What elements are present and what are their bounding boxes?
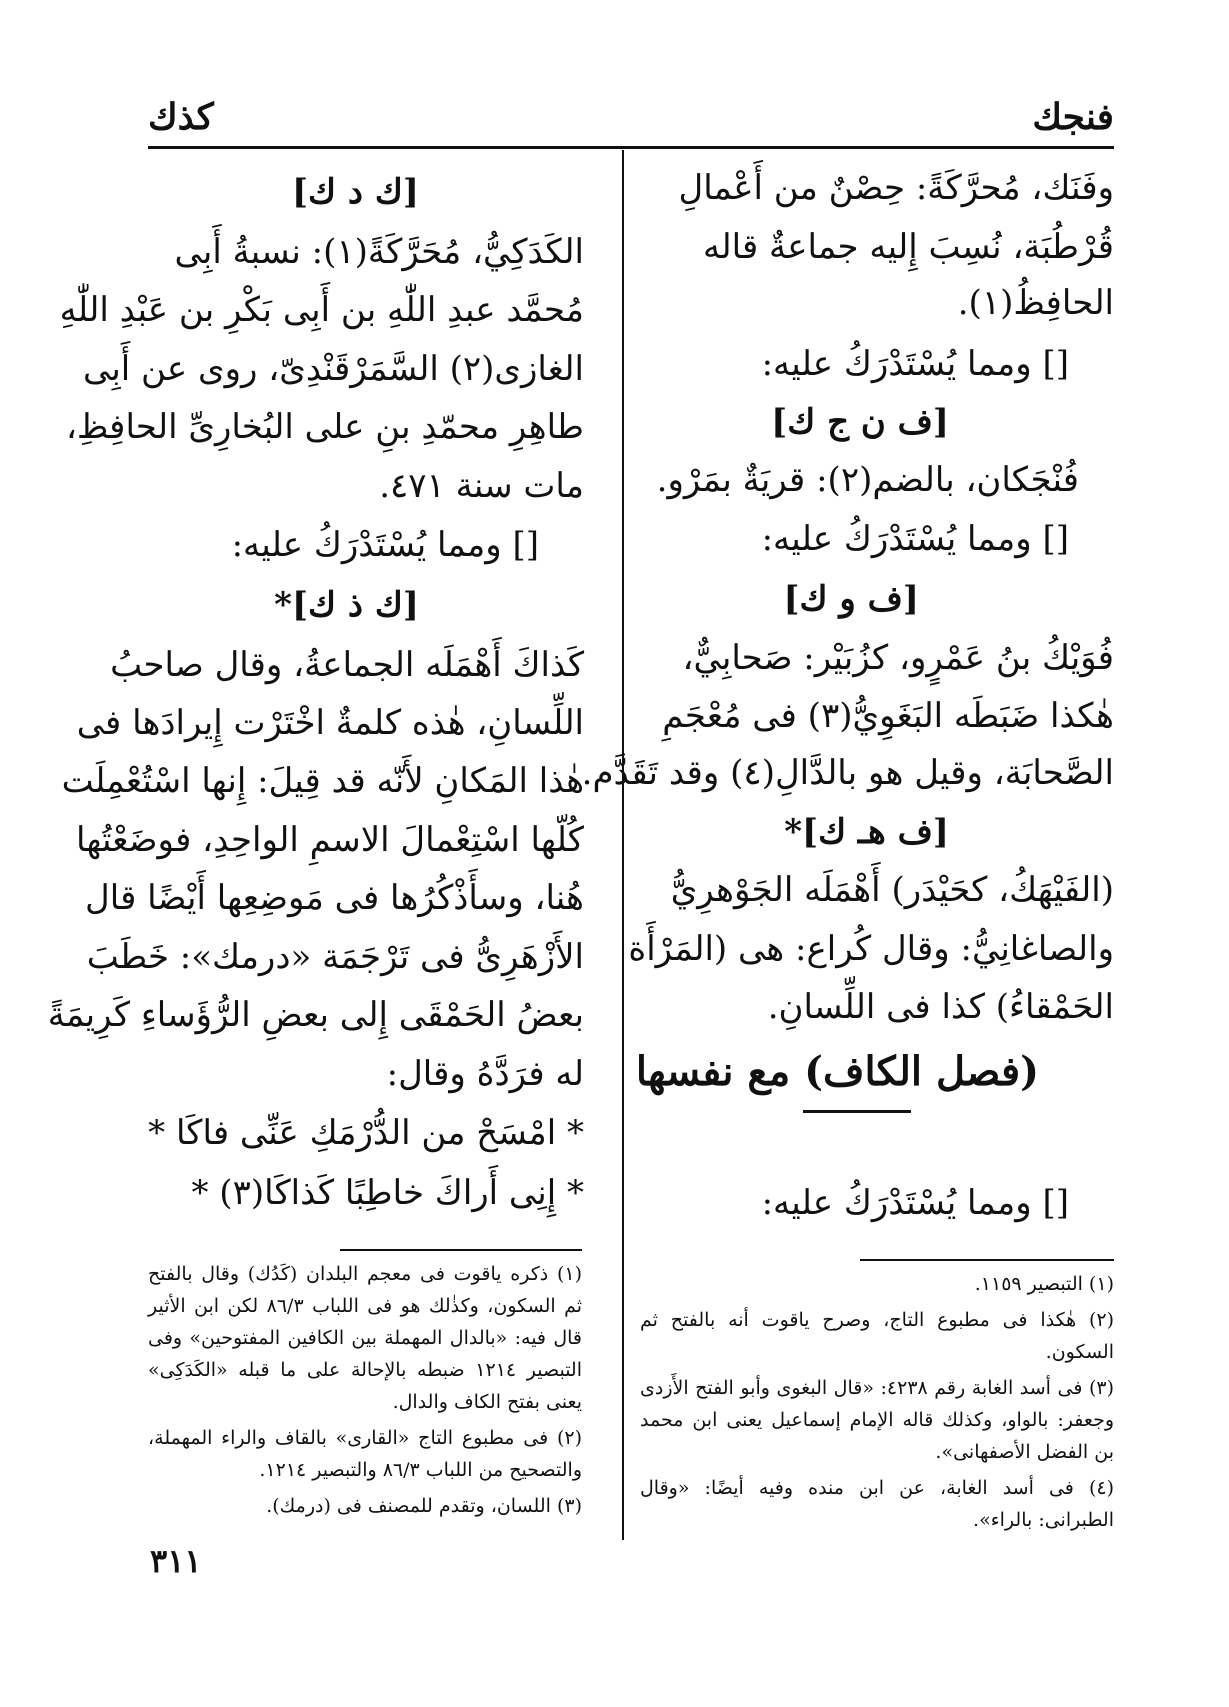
entry-root-heading: [ف هـ ك]* [784,812,949,852]
footnote: (٢) فى مطبوع التاج «القارى» بالقاف والراء المهملة، والتصحيح من اللباب ٨٦/٣ والتبصير ١٢١٤. [148,1427,582,1481]
column-divider [622,150,624,1540]
text-line: كُلّها اسْتِعْمالَ الاسمِ الواحِدِ، فوضَعْتُها [75,820,584,860]
text-line: طاهِرِ محمّدِ بنِ على البُخارِىِّ الحافِظِ، [65,407,584,447]
section-rule [803,1110,911,1113]
text-line: اللِّسانِ، هٰذه كلمةٌ اخْتَرْت إِيرادَها فى [76,703,584,743]
running-header-right: فنجك [1032,96,1114,138]
text-line: الغازى(٢) السَّمَرْقَنْدِىّ، روى عن أَبِى [82,349,584,389]
text-line: الأَزْهَرِىُّ فى تَرْجَمَة «درمك»: خَطَبَ [86,937,584,977]
section-title: (فصل الكاف) مع نفسها [635,1048,1039,1095]
text-line: الكَدَكِيُّ، مُحَرَّكَةً(١): نسبةُ أَبِى [174,232,584,272]
footnote: (٢) هٰكذا فى مطبوع التاج، وصرح ياقوت أنه بالفتح ثم السكون. [640,1309,1114,1363]
footnote: (٣) اللسان، وتقدم للمصنف فى (درمك). [266,1495,582,1517]
footnote: (٤) فى أسد الغابة، عن ابن منده وفيه أيضًا: «وقال الطبرانى: بالراء». [640,1477,1114,1531]
footnote: (١) ذكره ياقوت فى معجم البلدان (كَدُك) وقال بالفتح ثم السكون، وكذٰلك هو فى اللباب ٨٦/٣ لكن ابن الأثير قال فيه: «بالدال المهملة بين الكافين المفتوحين» وفى التبصير ١٢١٤ ضبطه بالإحالة على ما قبله «الكَدَكِى» يعنى بفتح الكاف والدال. [148,1263,582,1413]
verse-line: * إِنِى أَراكَ خاطِبًا كَذاكَا(٣) * [191,1173,584,1213]
verse-line: * امْسَحْ من الدُّرْمَكِ عَنِّى فاكَا * [148,1113,584,1153]
text-line: والصاغانِيُّ: وقال كُراع: هى (المَرْأَة [628,929,1114,969]
page-number: ٣١١ [150,1542,202,1580]
supplement-heading: [] ومما يُسْتَدْرَكُ عليه: [761,1183,1069,1223]
footnotes-right [640,1268,1114,1540]
entry-root-heading: [ف و ك] [783,579,919,619]
text-line: له فرَدَّهُ وقال: [386,1054,584,1094]
footnote-rule [860,1259,1114,1261]
supplement-heading: [] ومما يُسْتَدْرَكُ عليه: [231,525,539,565]
text-line: مات سنة ٤٧١. [379,466,584,506]
text-line: فُنْجَكان، بالضم(٢): قريَةٌ بمَرْو. [656,460,1079,500]
supplement-heading: [] ومما يُسْتَدْرَكُ عليه: [761,519,1069,559]
running-header-left: كذك [148,96,214,138]
entry-root-heading: [ف ن ج ك] [771,402,949,442]
text-line: هُنا، وسأَذْكُرُها فى مَوضِعِها أَيْضًا قال [85,878,584,918]
text-line: الحافِظُ(١). [957,283,1114,323]
text-line: هٰذا المَكانِ لأَنّه قد قِيلَ: إِنها اسْتُعْمِلَت [61,761,584,801]
text-line: قُرْطُبَة، نُسِبَ إِليه جماعةٌ قاله [703,227,1114,267]
supplement-heading: [] ومما يُسْتَدْرَكُ عليه: [761,344,1069,384]
text-line: مُحمَّد عبدِ اللّٰهِ بن أَبِى بَكْرِ بن عَبْدِ اللّٰهِ [59,290,584,330]
text-line: كَذاكَ أَهْمَلَه الجماعةُ، وقال صاحبُ [110,645,584,685]
text-line: الحَمْقاءُ) كذا فى اللِّسانِ. [767,987,1114,1027]
header-rule [148,146,1114,149]
text-line: الصَّحابَة، وقيل هو بالدَّالِ(٤) وقد تَقَدَّم. [581,753,1114,793]
footnote-rule [340,1249,582,1251]
text-line: هٰكذا ضَبَطَه البَغَوِيُّ(٣) فى مُعْجَمِ [662,696,1114,736]
entry-root-heading: [ك ذ ك]* [274,585,419,625]
footnote: (١) التبصير ١١٥٩. [974,1273,1114,1295]
text-line: (الفَيْهَكُ، كحَيْدَر) أَهْمَلَه الجَوْهرِيُّ [670,870,1114,910]
footnote: (٣) فى أسد الغابة رقم ٤٢٣٨: «قال البغوى وأبو الفتح الأَزدى وجعفر: بالواو، وكذلك قاله الإمام إسماعيل يعنى ابن محمد بن الفضل الأصفهانى». [640,1377,1114,1463]
text-line: وفَنَك، مُحرَّكَةً: حِصْنٌ من أَعْمالِ [678,168,1114,208]
text-line: بعضُ الحَمْقَى إِلى بعضِ الرُّؤَساءِ كَرِيمَةً [47,995,584,1035]
footnotes-left [148,1258,582,1526]
entry-root-heading: [ك د ك] [291,172,419,212]
text-line: فُوَيْكُ بنُ عَمْرٍو، كزُبَيْر: صَحابِيٌّ، [682,638,1114,678]
